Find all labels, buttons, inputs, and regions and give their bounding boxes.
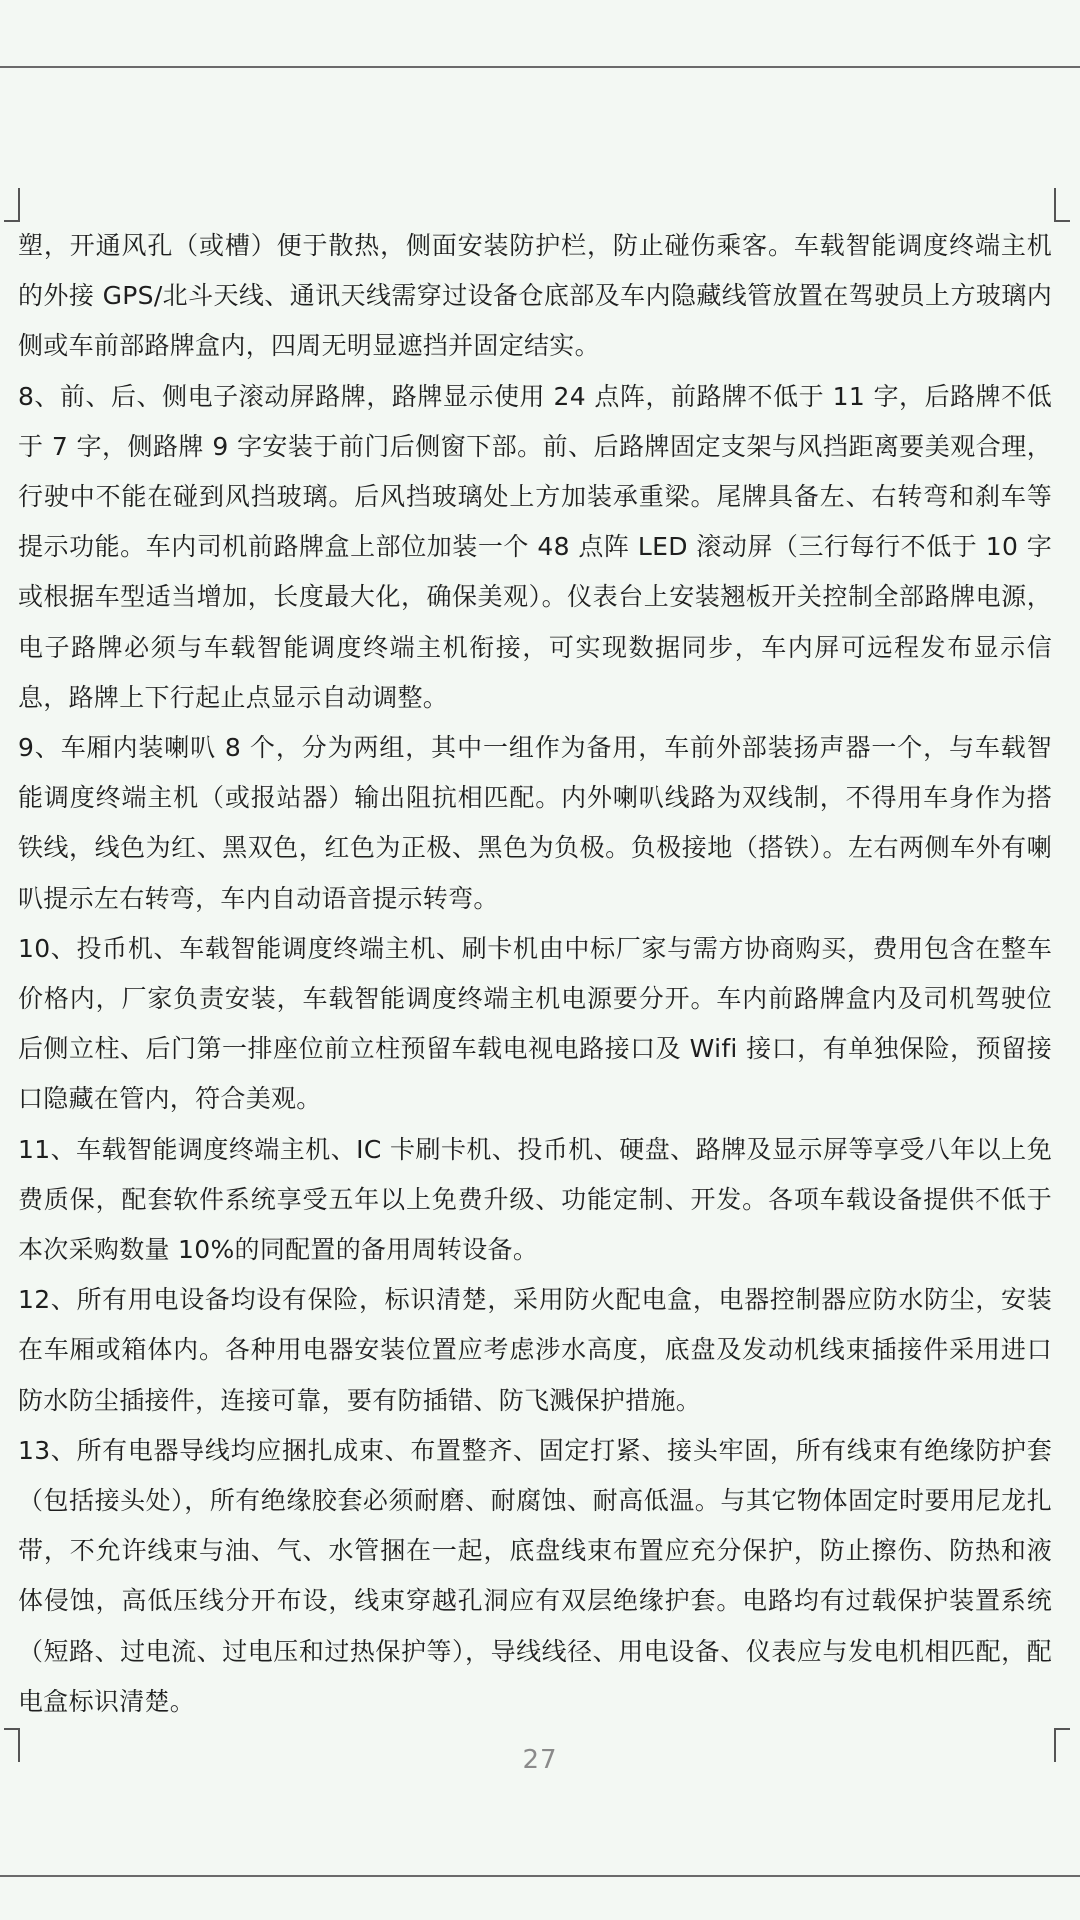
paragraph-continuation: 塑，开通风孔（或槽）便于散热，侧面安装防护栏，防止碰伤乘客。车载智能调度终端主机的外接 GPS/北斗天线、通讯天线需穿过设备仓底部及车内隐藏线管放置在驾驶员上方玻璃内侧或车前部路牌盒内，四周无明显遮挡并固定结实。 (18, 231, 1052, 361)
document-body (18, 221, 1052, 1727)
page-number: 27 (522, 1745, 558, 1775)
paragraph-item-10: 10、投币机、车载智能调度终端主机、刷卡机由中标厂家与需方协商购买，费用包含在整车价格内，厂家负责安装，车载智能调度终端主机电源要分开。车内前路牌盒内及司机驾驶位后侧立柱、后门第一排座位前立柱预留车载电视电路接口及 Wifi 接口，有单独保险，预留接口隐藏在管内，符合美观。 (18, 933, 1052, 1114)
footer-divider (0, 1875, 1080, 1877)
crop-mark-top-right (1054, 188, 1070, 222)
paragraph-item-9: 9、车厢内装喇叭 8 个，分为两组，其中一组作为备用，车前外部装扬声器一个，与车载智能调度终端主机（或报站器）输出阻抗相匹配。内外喇叭线路为双线制，不得用车身作为搭铁线，线色为红、黑双色，红色为正极、黑色为负极。负极接地（搭铁）。左右两侧车外有喇叭提示左右转弯，车内自动语音提示转弯。 (18, 733, 1052, 913)
crop-mark-top-left (4, 188, 20, 222)
paragraph-item-8: 8、前、后、侧电子滚动屏路牌，路牌显示使用 24 点阵，前路牌不低于 11 字，后路牌不低于 7 字，侧路牌 9 字安装于前门后侧窗下部。前、后路牌固定支架与风挡距离要美观合理，行驶中不能在碰到风挡玻璃。后风挡玻璃处上方加装承重梁。尾牌具备左、右转弯和刹车等提示功能。车内司机前路牌盒上部位加装一个 48 点阵 LED 滚动屏（三行每行不低于 10 字或根据车型适当增加，长度最大化，确保美观）。仪表台上安装翘板开关控制全部路牌电源，电子路牌必须与车载智能调度终端主机衔接，可实现数据同步，车内屏可远程发布显示信息，路牌上下行起止点显示自动调整。 (18, 381, 1052, 712)
paragraph-item-13: 13、所有电器导线均应捆扎成束、布置整齐、固定打紧、接头牢固，所有线束有绝缘防护套（包括接头处），所有绝缘胶套必须耐磨、耐腐蚀、耐高低温。与其它物体固定时要用尼龙扎带，不允许线束与油、气、水管捆在一起，底盘线束布置应充分保护，防止擦伤、防热和液体侵蚀，高低压线分开布设，线束穿越孔洞应有双层绝缘护套。电路均有过载保护装置系统（短路、过电流、过电压和过热保护等），导线线径、用电设备、仪表应与发电机相匹配，配电盒标识清楚。 (18, 1435, 1052, 1716)
paragraph-item-12: 12、所有用电设备均设有保险，标识清楚，采用防火配电盒，电器控制器应防水防尘，安装在车厢或箱体内。各种用电器安装位置应考虑涉水高度，底盘及发动机线束插接件采用进口防水防尘插接件，连接可靠，要有防插错、防飞溅保护措施。 (18, 1285, 1052, 1415)
paragraph-item-11: 11、车载智能调度终端主机、IC 卡刷卡机、投币机、硬盘、路牌及显示屏等享受八年以上免费质保，配套软件系统享受五年以上免费升级、功能定制、开发。各项车载设备提供不低于本次采购数量 10%的同配置的备用周转设备。 (18, 1134, 1052, 1265)
header-divider (0, 66, 1080, 68)
